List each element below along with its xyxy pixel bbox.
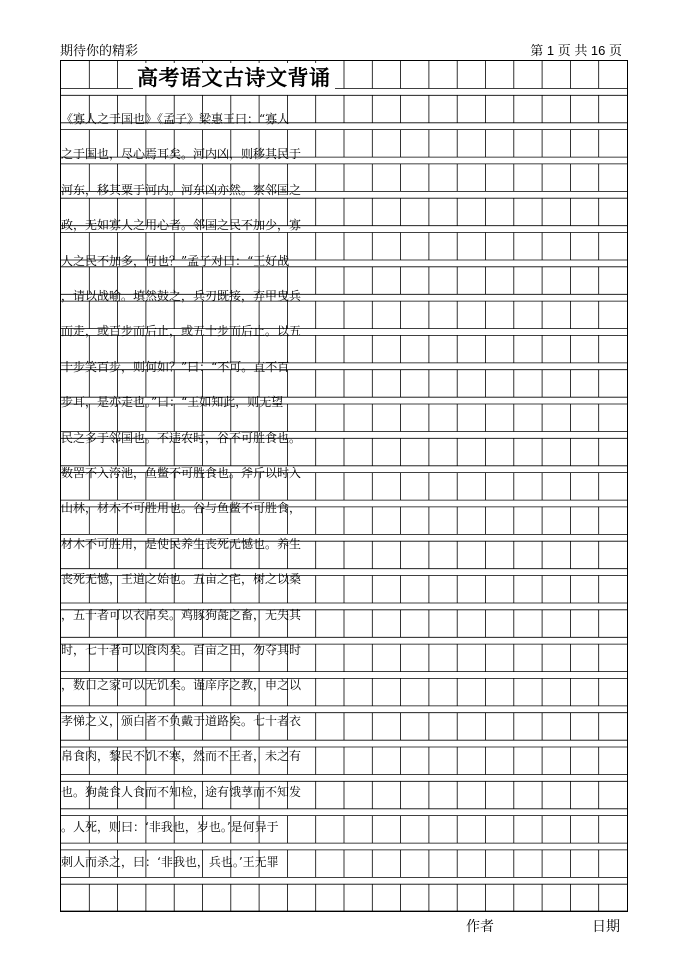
text-line: 。人死，则曰：‘非我也，岁也。’是何异于 xyxy=(61,820,279,834)
author-label: 作者 xyxy=(466,918,494,934)
text-line: 步耳，是亦走也。”曰：“王如知此，则无望 xyxy=(61,395,284,410)
text-line: 山林，材木不可胜用也。谷与鱼鳖不可胜食， xyxy=(61,501,302,516)
date-label: 日期 xyxy=(592,918,620,934)
text-line: ，数口之家可以无饥矣。谨庠序之教，申之以 xyxy=(61,678,302,693)
text-line: 之于国也，尽心焉耳矣。河内凶，则移其民于 xyxy=(61,147,302,162)
text-line: 也。狗彘食人食而不知检，途有饿莩而不知发 xyxy=(61,784,302,799)
document-title: 高考语文古诗文背诵 xyxy=(133,63,335,93)
text-line: 时，七十者可以食肉矣。百亩之田，勿夺其时 xyxy=(61,643,302,657)
writing-grid-sheet xyxy=(60,60,628,912)
text-line: 数罟不入洿池，鱼鳖不可胜食也。斧斤以时入 xyxy=(61,466,302,480)
text-line: 《寡人之于国也》《孟子》梁惠王曰：“寡人 xyxy=(61,112,290,126)
text-line: 丧死无憾，王道之始也。五亩之宅，树之以桑 xyxy=(61,572,302,587)
text-line: ，请以战喻。填然鼓之，兵刃既接，弃甲曳兵 xyxy=(61,289,302,303)
text-line: 而走，或百步而后止，或五十步而后止。以五 xyxy=(61,324,302,339)
text-line: 材木不可胜用，是使民养生丧死无憾也。养生 xyxy=(61,536,302,551)
text-line: ，五十者可以衣帛矣。鸡豚狗彘之畜，无失其 xyxy=(61,607,302,622)
text-line: 民之多于邻国也。不违农时，谷不可胜食也。 xyxy=(61,430,302,445)
text-line: 河东，移其粟于河内。河东凶亦然。察邻国之 xyxy=(61,182,302,197)
text-line: 刺人而杀之，曰：‘非我也，兵也。’王无罪 xyxy=(61,855,279,870)
text-line: 帛食肉，黎民不饥不寒，然而不王者，未之有 xyxy=(61,749,302,764)
text-line: 孝悌之义，颁白者不负戴于道路矣。七十者衣 xyxy=(61,713,302,728)
text-line: 政，无如寡人之用心者。邻国之民不加少，寡 xyxy=(61,218,302,233)
header-text: 期待你的精彩 xyxy=(60,43,139,58)
page-indicator: 第 1 页 共 16 页 xyxy=(530,43,622,58)
text-line: 人之民不加多，何也？”孟子对曰：“王好战 xyxy=(61,253,290,268)
text-line: 十步笑百步，则何如？”曰：“不可。直不百 xyxy=(61,359,290,374)
